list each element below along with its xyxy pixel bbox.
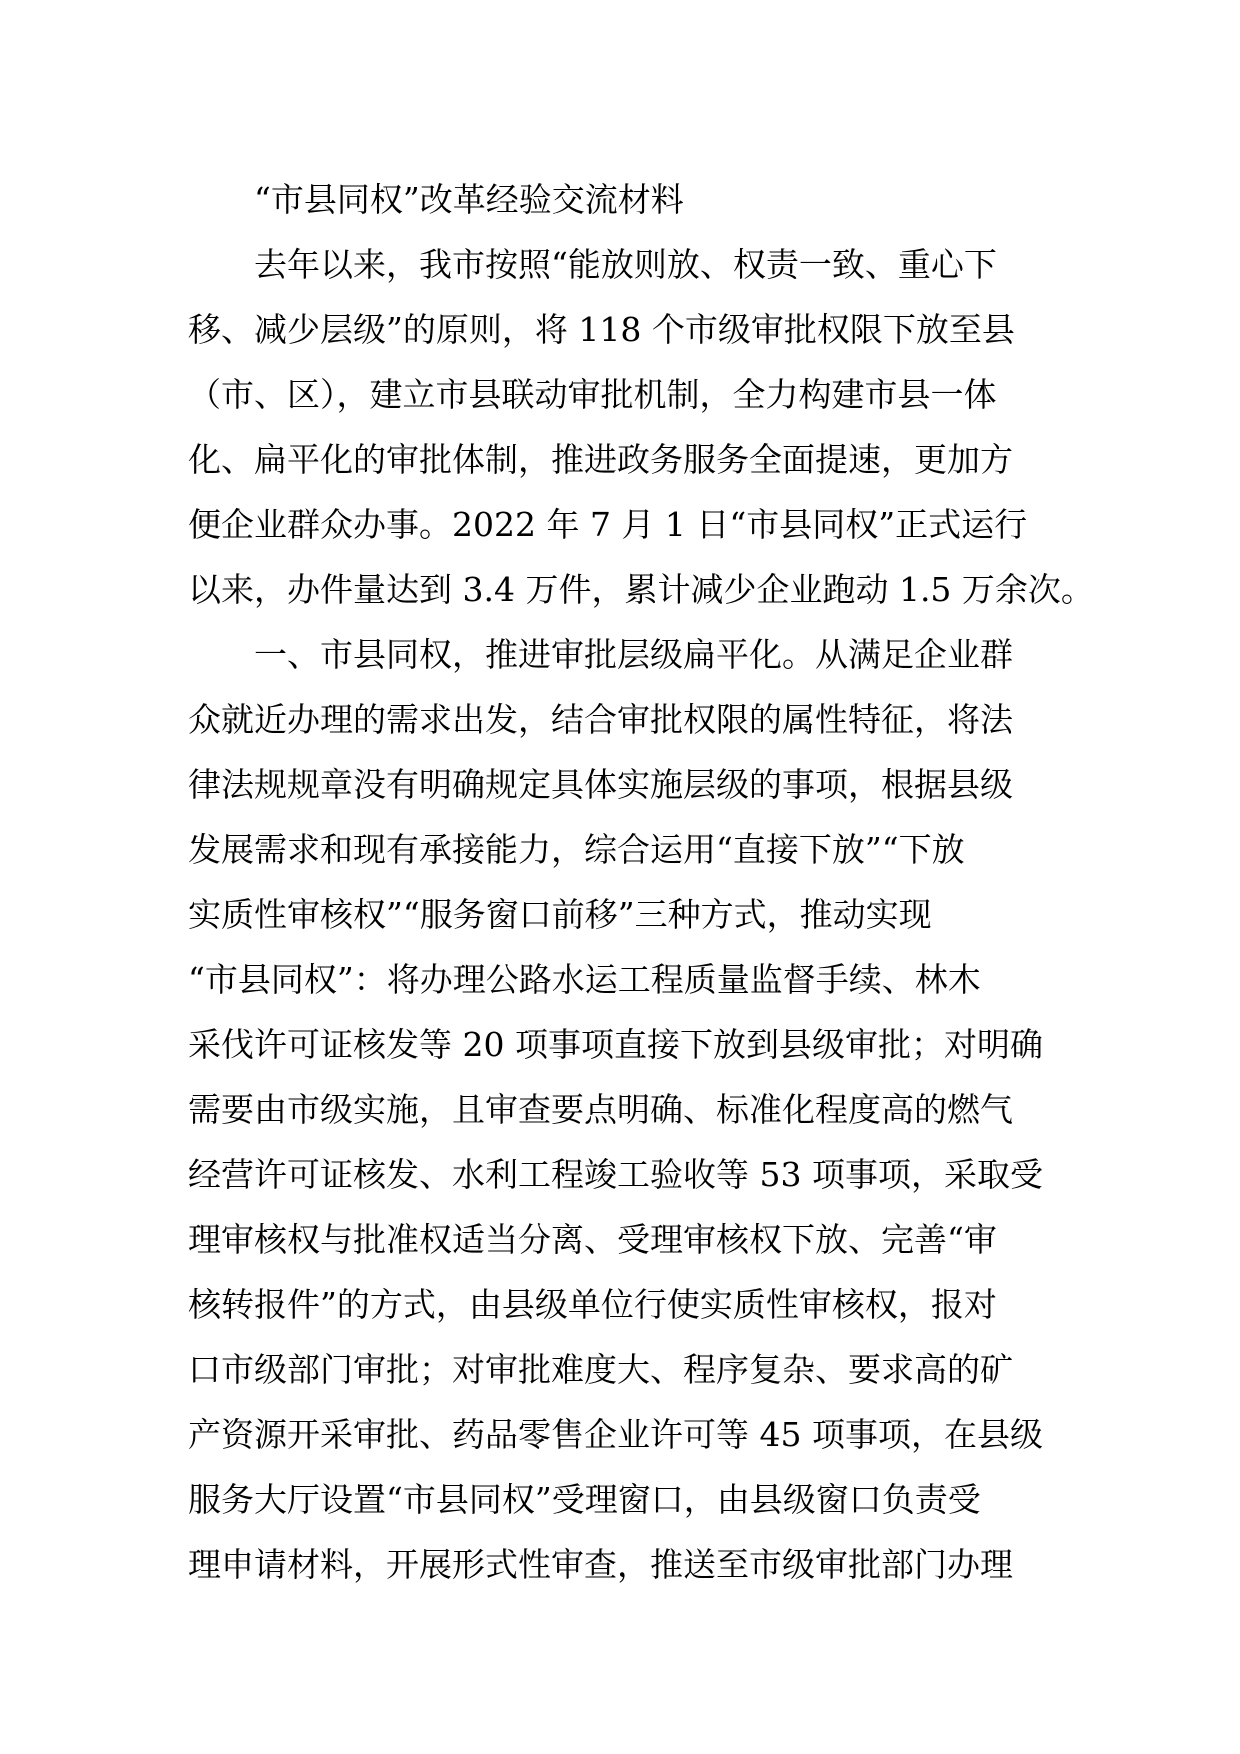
text-line: 去年以来，我市按照“能放则放、权责一致、重心下 xyxy=(254,245,997,284)
text-line: 产资源开采审批、药品零售企业许可等 45 项事项，在县级 xyxy=(188,1415,1043,1454)
text-line: 需要由市级实施，且审查要点明确、标准化程度高的燃气 xyxy=(188,1090,1013,1129)
text-line: 经营许可证核发、水利工程竣工验收等 53 项事项，采取受 xyxy=(188,1155,1043,1194)
text-line: 一、市县同权，推进审批层级扁平化。从满足企业群 xyxy=(254,635,1013,674)
text-line: 众就近办理的需求出发，结合审批权限的属性特征，将法 xyxy=(188,700,1013,739)
text-line: 发展需求和现有承接能力，综合运用“直接下放”“下放 xyxy=(188,830,965,869)
text-line: 服务大厅设置“市县同权”受理窗口，由县级窗口负责受 xyxy=(188,1480,981,1519)
text-line: （市、区），建立市县联动审批机制，全力构建市县一体 xyxy=(188,375,997,414)
text-line: 移、减少层级”的原则，将 118 个市级审批权限下放至县 xyxy=(188,310,1015,349)
text-line: 以来，办件量达到 3.4 万件，累计减少企业跑动 1.5 万余次。 xyxy=(188,570,1094,609)
text-line: 理申请材料，开展形式性审查，推送至市级审批部门办理 xyxy=(188,1545,1013,1584)
text-line: 口市级部门审批；对审批难度大、程序复杂、要求高的矿 xyxy=(188,1350,1013,1389)
paragraph-intro xyxy=(188,232,1094,622)
text-line: “市县同权”：将办理公路水运工程质量监督手续、林木 xyxy=(188,960,981,999)
text-line: 采伐许可证核发等 20 项事项直接下放到县级审批；对明确 xyxy=(188,1025,1043,1064)
text-line: 化、扁平化的审批体制，推进政务服务全面提速，更加方 xyxy=(188,440,1013,479)
text-line: 理审核权与批准权适当分离、受理审核权下放、完善“审 xyxy=(188,1220,997,1259)
document-title: “市县同权”改革经验交流材料 xyxy=(254,180,684,219)
paragraph-section-one xyxy=(188,622,1058,1597)
text-line: 便企业群众办事。2022 年 7 月 1 日“市县同权”正式运行 xyxy=(188,505,1028,544)
text-line: 实质性审核权”“服务窗口前移”三种方式，推动实现 xyxy=(188,895,932,934)
text-line: 律法规规章没有明确规定具体实施层级的事项，根据县级 xyxy=(188,765,1013,804)
text-line: 核转报件”的方式，由县级单位行使实质性审核权，报对 xyxy=(188,1285,997,1324)
document-page xyxy=(188,168,1094,1597)
